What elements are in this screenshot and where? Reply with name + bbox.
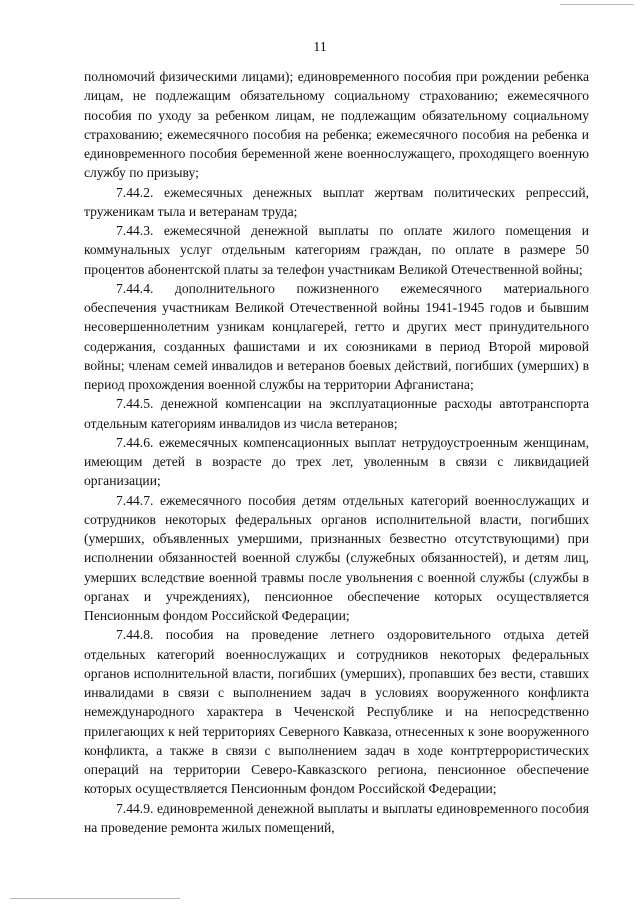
scan-edge-mark-bottom (10, 898, 180, 899)
paragraph-7-44-6: 7.44.6. ежемесячных компенсационных выплат нетрудоустроенным женщинам, имеющим детей в возрасте до трех лет, уволенным в связи с ликвидацией организации; (84, 434, 589, 489)
paragraph-7-44-9: 7.44.9. единовременной денежной выплаты и выплаты единовременного пособия на проведение ремонта жилых помещений, (84, 800, 589, 835)
paragraph-7-44-2: 7.44.2. ежемесячных денежных выплат жертвам политических репрессий, труженикам тыла и ветеранам труда; (84, 184, 589, 219)
paragraph-7-44-5: 7.44.5. денежной компенсации на эксплуатационные расходы автотранспорта отдельным категориям инвалидов из числа ветеранов; (84, 396, 589, 431)
document-body (84, 67, 589, 837)
paragraph-7-44-7: 7.44.7. ежемесячного пособия детям отдельных категорий военнослужащих и сотрудников некоторых федеральных органов исполнительной власти, погибших (умерших, объявленных умершими, признанных безвестно отсутствующими) при исполнении обязанностей военной службы (служебных обязанностей), и детям лиц, умерших вследствие военной травмы после увольнения с военной службы (службы в органах и учреждениях), пенсионное обеспечение которых осуществляется Пенсионным фондом Российской Федерации; (84, 492, 589, 623)
paragraph-continuation: полномочий физическими лицами); единовременного пособия при рождении ребенка лицам, не подлежащим обязательному социальному страхованию; ежемесячного пособия по уходу за ребенком лицам, не подлежащим обязательному социальному страхованию; ежемесячного пособия на ребенка; ежемесячного пособия на ребенка и единовременного пособия беременной жене военнослужащего, проходящего военную службу по призыву; (84, 69, 589, 181)
scan-edge-mark-top (560, 4, 634, 5)
paragraph-7-44-3: 7.44.3. ежемесячной денежной выплаты по оплате жилого помещения и коммунальных услуг отдельным категориям граждан, по оплате в размере 50 процентов абонентской платы за телефон участникам Великой Отечественной войны; (84, 223, 589, 277)
paragraph-7-44-4: 7.44.4. дополнительного пожизненного ежемесячного материального обеспечения участникам Великой Отечественной войны 1941-1945 годов и бывшим несовершеннолетним узникам концлагерей, гетто и других мест принудительного содержания, созданных фашистами и их союзниками в период Второй мировой войны; членам семей инвалидов и ветеранов боевых действий, погибших (умерших) в период прохождения военной службы на территории Афганистана; (84, 280, 589, 392)
paragraph-7-44-8: 7.44.8. пособия на проведение летнего оздоровительного отдыха детей отдельных категорий военнослужащих и сотрудников некоторых федеральных органов исполнительной власти, погибших (умерших), пропавших без вести, ставших инвалидами в связи с выполнением задач в условиях вооруженного конфликта немеждународного характера в Чеченской Республике и на непосредственно прилегающих к ней территориях Северного Кавказа, отнесенных к зоне вооруженного конфликта, а также в связи с выполнением задач в ходе контртеррористических операций на территории Северо-Кавказского региона, пенсионное обеспечение которых осуществляется Пенсионным фондом Российской Федерации; (84, 627, 589, 797)
page-number: 11 (313, 40, 327, 55)
